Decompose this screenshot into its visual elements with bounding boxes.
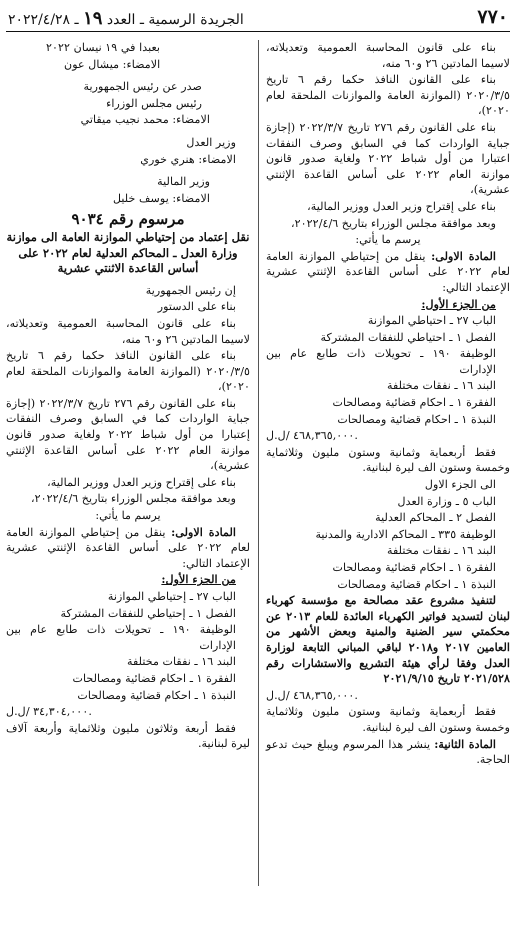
justice-signature: الامضاء: هنري خوري [140, 152, 236, 166]
recital: بناء على القانون النافذ حكما رقم ٦ تاريخ ٢٠٢٠/٣/٥ (الموازنة العامة والموازنات الملحقة لعام ٢٠٢٠)، [266, 73, 510, 118]
decree-title: نقل إعتماد من إحتياطي الموازنة العامة الى موازنة وزارة العدل ـ المحاكم العدلية لعام ٢٠٢٢ على أساس القاعدة الاثنتي عشرية [6, 229, 250, 276]
decree-number: مرسوم رقم ٩٠٣٤ [71, 210, 185, 229]
issue-number: ١٩ [83, 8, 103, 29]
finance-signature: الامضاء: يوسف خليل [112, 191, 210, 205]
from-part-heading: من الجزء الأول: [161, 572, 236, 587]
recital: بناء على إقتراح وزير العدل ووزير المالية، [307, 199, 496, 213]
purpose-text: لتنفيذ مشروع عقد مصالحة مع مؤسسة كهرباء لبنان لتسديد فواتير الكهرباء العائدة للعام ٢٠١٣ عن محكمتي سير الضنية والمنية وبعض الأشهر من العامين ٢٠١٧ و٢٠١٨ لباقي المباني التابعة لوزارة العدل وفقا لرأي هيئة التشريع والاستشارات رقم ٢٠٢١/٥٢٨ تاريخ ٢٠٢١/٩/١٥ [266, 593, 510, 686]
budget-line: الفقرة ١ ـ احكام قضائية ومصالحات [72, 671, 236, 685]
budget-line: البند ١٦ ـ نفقات مختلفة [386, 544, 496, 558]
recital: وبعد موافقة مجلس الوزراء بتاريخ ٢٠٢٢/٤/٦، [31, 492, 236, 506]
column-divider [258, 40, 259, 886]
decrees-line: يرسم ما يأتي: [95, 509, 161, 523]
left-column [6, 40, 250, 753]
header-rule [6, 31, 510, 32]
justice-title: وزير العدل [186, 135, 236, 149]
page-number: ٧٧٠ [477, 6, 508, 28]
from-part-heading: من الجزء الأول: [421, 296, 496, 311]
issue-date: ـ ٢٠٢٢/٤/٢٨ [8, 12, 79, 28]
article-1 [266, 249, 510, 296]
article-text: ينقل من إحتياطي الموازنة العامة لعام ٢٠٢٢ على أساس القاعدة الإثنتي عشرية الإعتماد التالي: [266, 249, 510, 294]
amount-words: فقط أربعماية وثمانية وستون مليون وثلاثماية وخمسة وستون الف ليرة لبنانية. [266, 445, 510, 475]
budget-line: الوظيفة ١٩٠ ـ تحويلات ذات طابع عام بين الإدارات [266, 347, 496, 376]
budget-line: الفقرة ١ ـ احكام قضائية ومصالحات [332, 561, 496, 574]
budget-line: الفقرة ١ ـ احكام قضائية ومصالحات [332, 396, 496, 410]
article-text: ينشر هذا المرسوم ويبلغ حيث تدعو الحاجة. [266, 737, 510, 767]
budget-line: الى الجزء الاول [424, 478, 496, 492]
amount-words: فقط أربعماية وثمانية وستون مليون وثلاثماية وخمسة وستون الف ليرة لبنانية. [266, 705, 510, 734]
issued-by: صدر عن رئيس الجمهورية [83, 80, 202, 94]
budget-line: الفصل ١ ـ إحتياطي للنفقات المشتركة [60, 606, 236, 620]
article-text: ينقل من إحتياطي الموازنة العامة لعام ٢٠٢٢ على أساس القاعدة الإثنتي عشرية الإعتماد التالي: [6, 525, 250, 570]
article-label: المادة الاولى: [171, 524, 237, 539]
recital: بناء على قانون المحاسبة العمومية وتعديلاته، لاسيما المادتين ٢٦ و٦٠ منه، [6, 316, 250, 346]
right-column [266, 40, 510, 769]
article-2 [266, 737, 510, 768]
budget-line: الباب ٢٧ ـ إحتياطي الموازنة [107, 590, 236, 603]
amount: ٤٦٨,٣٦٥,٠٠٠ /ل.ل. [266, 688, 358, 702]
budget-line: النبذة ١ ـ احكام قضائية ومصالحات [337, 412, 496, 426]
amount: ٤٦٨,٣٦٥,٠٠٠ /ل.ل. [266, 429, 358, 443]
article-label: المادة الاولى: [431, 248, 497, 263]
page-header [6, 6, 510, 32]
budget-line: الفصل ٢ ـ المحاكم العدلية [375, 511, 496, 525]
budget-line: الوظيفة ٣٣٥ ـ المحاكم الادارية والمدنية [315, 527, 496, 541]
decrees-line: يرسم ما يأتي: [355, 233, 421, 247]
pm-title: رئيس مجلس الوزراء [106, 96, 202, 110]
budget-line: النبذة ١ ـ احكام قضائية ومصالحات [337, 577, 496, 591]
recital: بناء على الدستور [157, 300, 236, 314]
president-signature: الامضاء: ميشال عون [64, 57, 161, 71]
recital: بناء على القانون النافذ حكما رقم ٦ تاريخ ٢٠٢٠/٣/٥ (الموازنة العامة والموازنات الملحقة لعام ٢٠٢٠)، [6, 349, 250, 394]
place-date: بعبدا في ١٩ نيسان ٢٠٢٢ [46, 41, 160, 54]
budget-line: النبذة ١ ـ احكام قضائية ومصالحات [77, 688, 236, 702]
recital: بناء على القانون رقم ٢٧٦ تاريخ ٢٠٢٢/٣/٧ (إجازة جباية الواردات كما في السابق وصرف النفقات اعتبارا من أول شباط ٢٠٢٢ ولغاية صدور قانون موازنة العام ٢٠٢٢ على أساس القاعدة الإثنتي عشرية)، [266, 120, 510, 197]
recital: بناء على قانون المحاسبة العمومية وتعديلاته، لاسيما المادتين ٢٦ و٦٠ منه، [266, 41, 510, 70]
recital: إن رئيس الجمهورية [145, 283, 236, 297]
recital: بناء على القانون رقم ٢٧٦ تاريخ ٢٠٢٢/٣/٧ (إجازة جباية الواردات كما في السابق وصرف النفقات إعتبارا من أول شباط ٢٠٢٢ ولغاية صدور قانون موازنة العام ٢٠٢٢ على أساس القاعدة الإثنتي عشرية)، [6, 396, 250, 473]
budget-line: الوظيفة ١٩٠ ـ تحويلات ذات طابع عام بين الإدارات [6, 623, 236, 652]
pm-signature: الامضاء: محمد نجيب ميقاتي [80, 113, 210, 127]
gazette-title [8, 8, 244, 29]
amount: ٣٤,٣٠٤,٠٠٠ /ل.ل. [6, 705, 92, 719]
budget-line: البند ١٦ ـ نفقات مختلفة [386, 379, 496, 393]
budget-line: الفصل ١ ـ احتياطي للنفقات المشتركة [320, 330, 496, 344]
recital: بناء على إقتراح وزير العدل ووزير المالية، [47, 475, 236, 489]
budget-line: البند ١٦ ـ نفقات مختلفة [126, 655, 236, 669]
article-1 [6, 525, 250, 572]
recital: وبعد موافقة مجلس الوزراء بتاريخ ٢٠٢٢/٤/٦، [291, 216, 496, 230]
budget-line: الباب ٥ ـ وزارة العدل [397, 494, 496, 508]
budget-line: الباب ٢٧ ـ احتياطي الموازنة [367, 314, 496, 328]
gazette-name: الجريدة الرسمية ـ العدد [106, 12, 244, 28]
article-label: المادة الثانية: [434, 736, 496, 751]
amount-words: فقط أربعة وثلاثون مليون وثلاثماية وأربعة آلاف ليرة لبنانية. [6, 721, 250, 751]
finance-title: وزير المالية [157, 175, 210, 189]
